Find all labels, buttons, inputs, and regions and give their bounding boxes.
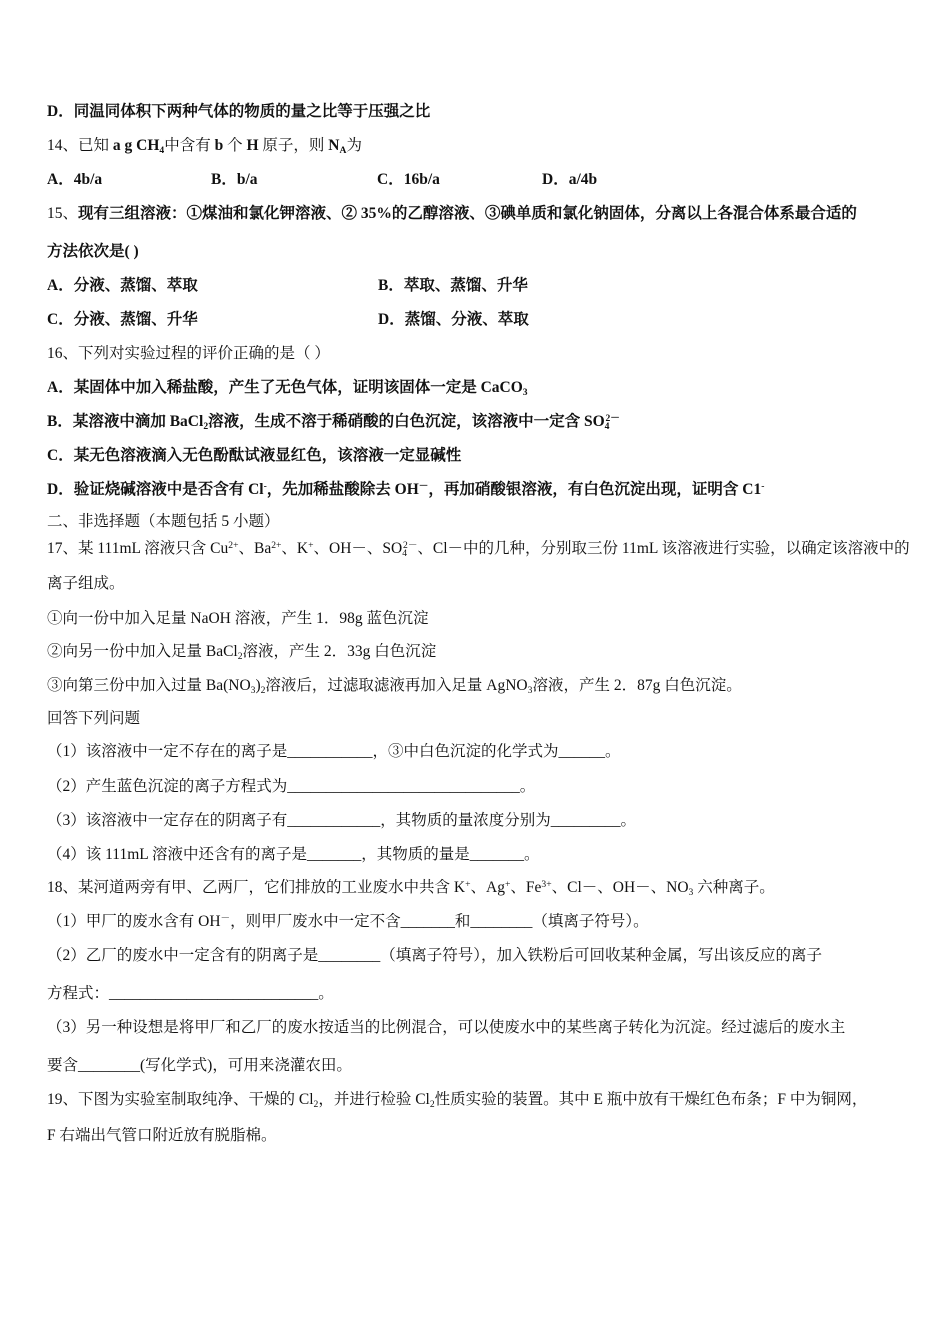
q14-stem bbox=[47, 136, 362, 156]
q14-option-b: B．b/a bbox=[211, 171, 258, 188]
subscript: 4 bbox=[159, 144, 165, 156]
subscript: 3 bbox=[527, 684, 533, 696]
text-segment: 溶液后，过滤取滤液再加入足量 AgNO bbox=[265, 677, 528, 694]
q18-sub3-line1: （3）另一种设想是将甲厂和乙厂的废水按适当的比例混合，可以使废水中的某些离子转化为沉淀。经过滤后的废水主 bbox=[47, 1019, 846, 1036]
text-segment: 、K bbox=[281, 540, 309, 557]
q14-option-a: A．4b/a bbox=[47, 171, 103, 188]
superscript: 2－ bbox=[605, 413, 620, 425]
q17-sub3: （3）该溶液中一定存在的阴离子有____________，其物质的量浓度分别为_________。 bbox=[47, 812, 637, 829]
subscript: 2 bbox=[260, 684, 266, 696]
text-segment: ，则甲厂废水中一定不含_______和________（填离子符号）。 bbox=[230, 913, 649, 930]
superscript: － bbox=[220, 913, 231, 925]
superscript: 3+ bbox=[541, 879, 552, 891]
subscript: 2 bbox=[313, 1098, 319, 1110]
q17-prompt: 回答下列问题 bbox=[47, 710, 141, 727]
text-segment: 原子，则 bbox=[258, 137, 329, 154]
q17-step1: ①向一份中加入足量 NaOH 溶液，产生 1．98g 蓝色沉淀 bbox=[47, 610, 429, 627]
q17-step3 bbox=[47, 676, 742, 696]
q15-option-c: C．分液、蒸馏、升华 bbox=[47, 311, 198, 328]
subscript: 2 bbox=[237, 650, 243, 662]
superscript: - bbox=[761, 481, 765, 493]
text-segment: 溶液，产生 2．87g 白色沉淀。 bbox=[532, 677, 742, 694]
superscript: － bbox=[418, 481, 429, 493]
subscript: 3 bbox=[522, 386, 528, 398]
text-segment: 17、某 111mL 溶液只含 Cu bbox=[47, 540, 229, 557]
text-segment: ③向第三份中加入过量 Ba(NO bbox=[47, 677, 251, 694]
q14-option-c: C．16b/a bbox=[377, 171, 440, 188]
text-segment: D．验证烧碱溶液中是否含有 Cl bbox=[47, 481, 264, 498]
subscript: 2 bbox=[203, 420, 209, 432]
subscript: 4 bbox=[402, 547, 408, 559]
q15-option-b: B．萃取、蒸馏、升华 bbox=[378, 277, 528, 294]
text-segment: b bbox=[214, 137, 224, 154]
q15-option-d: D．蒸馏、分液、萃取 bbox=[378, 311, 529, 328]
q16-option-d bbox=[47, 480, 764, 500]
q19-stem-line1 bbox=[47, 1090, 867, 1110]
subscript: A bbox=[339, 144, 347, 156]
q17-step2 bbox=[47, 642, 436, 662]
q15-stem-line1 bbox=[47, 204, 857, 224]
section-title: 二、非选择题（本题包括 5 小题） bbox=[47, 513, 280, 530]
subscript: 3 bbox=[250, 684, 256, 696]
text-segment: 、Cl－、OH－、NO bbox=[551, 879, 689, 896]
text-segment: ，再加硝酸银溶液，有白色沉淀出现，证明含 C1 bbox=[428, 481, 762, 498]
text-segment: 性质实验的装置。其中 E 瓶中放有干燥红色布条；F 中为铜网， bbox=[434, 1091, 868, 1108]
text-segment: 为 bbox=[346, 137, 362, 154]
q16-option-b bbox=[47, 412, 620, 432]
text-segment: 18、某河道两旁有甲、乙两厂，它们排放的工业废水中共含 K bbox=[47, 879, 466, 896]
text-segment: a g CH bbox=[112, 137, 160, 154]
superscript: + bbox=[504, 879, 511, 891]
q17-sub4: （4）该 111mL 溶液中还含有的离子是_______，其物质的量是_______。 bbox=[47, 846, 540, 863]
text-segment: 个 bbox=[223, 137, 247, 154]
text-segment: B．某溶液中滴加 BaCl bbox=[47, 413, 204, 430]
q15-stem-line2: 方法依次是( ) bbox=[47, 243, 139, 260]
text-segment: 、Cl－中的几种，分别取三份 11mL 该溶液进行实验，以确定该溶液中的 bbox=[417, 540, 910, 557]
q17-sub1: （1）该溶液中一定不存在的离子是___________，③中白色沉淀的化学式为______。 bbox=[47, 743, 621, 760]
q19-stem-line2: F 右端出气管口附近放有脱脂棉。 bbox=[47, 1127, 277, 1144]
subscript: 3 bbox=[688, 886, 694, 898]
text-segment: ) bbox=[255, 677, 261, 694]
q18-sub2-line2: 方程式：___________________________。 bbox=[47, 985, 334, 1002]
q14-option-d: D．a/4b bbox=[542, 171, 598, 188]
q17-sub2: （2）产生蓝色沉淀的离子方程式为______________________________。 bbox=[47, 778, 536, 795]
text-segment: ②向另一份中加入足量 BaCl bbox=[47, 643, 238, 660]
text-segment: ，先加稀盐酸除去 OH bbox=[266, 481, 419, 498]
q18-stem bbox=[47, 878, 775, 898]
q16-option-c: C．某无色溶液滴入无色酚酞试液显红色，该溶液一定显碱性 bbox=[47, 447, 462, 464]
text-segment: 、OH－、SO bbox=[313, 540, 403, 557]
q18-sub1 bbox=[47, 912, 649, 932]
q17-stem-line1 bbox=[47, 539, 910, 559]
text-segment: 、Fe bbox=[510, 879, 542, 896]
text-segment: 、Ba bbox=[238, 540, 272, 557]
text-segment: 中含有 bbox=[164, 137, 215, 154]
q18-sub2-line1: （2）乙厂的废水中一定含有的阴离子是________（填离子符号），加入铁粉后可回收某种金属，写出该反应的离子 bbox=[47, 947, 823, 964]
superscript: 2－ bbox=[403, 540, 418, 552]
superscript: + bbox=[465, 879, 471, 891]
subscript: 4 bbox=[604, 420, 610, 432]
superscript: 2+ bbox=[228, 540, 239, 552]
text-segment: （1）甲厂的废水含有 OH bbox=[47, 913, 221, 930]
q16-option-a bbox=[47, 378, 528, 398]
text-segment: N bbox=[328, 137, 340, 154]
text-segment: 、Ag bbox=[470, 879, 505, 896]
text-segment: H bbox=[246, 137, 259, 154]
text-segment: 溶液，产生 2．33g 白色沉淀 bbox=[242, 643, 437, 660]
question-number: 14、已知 bbox=[47, 137, 113, 154]
q16-stem: 16、下列对实验过程的评价正确的是（ ） bbox=[47, 345, 330, 362]
superscript: + bbox=[308, 540, 314, 552]
text-segment: A．某固体中加入稀盐酸，产生了无色气体，证明该固体一定是 CaCO bbox=[47, 379, 523, 396]
subscript: 2 bbox=[429, 1098, 435, 1110]
text-segment: 现有三组溶液：①煤油和氯化钾溶液、② 35%的乙醇溶液、③碘单质和氯化钠固体，分离以上各混合体系最合适的 bbox=[78, 205, 857, 222]
text-segment: 溶液，生成不溶于稀硝酸的白色沉淀，该溶液中一定含 SO bbox=[208, 413, 605, 430]
q17-stem-line2: 离子组成。 bbox=[47, 575, 125, 592]
text-segment: 19、下图为实验室制取纯净、干燥的 Cl bbox=[47, 1091, 314, 1108]
text-segment: ，并进行检验 Cl bbox=[318, 1091, 430, 1108]
question-number: 15、 bbox=[47, 205, 79, 222]
text-segment: 六种离子。 bbox=[693, 879, 775, 896]
q18-sub3-line2: 要含________(写化学式)，可用来浇灌农田。 bbox=[47, 1057, 352, 1074]
superscript: - bbox=[263, 481, 267, 493]
superscript: 2+ bbox=[271, 540, 282, 552]
q13-option-d: D．同温同体积下两种气体的物质的量之比等于压强之比 bbox=[47, 103, 431, 120]
q15-option-a: A．分液、蒸馏、萃取 bbox=[47, 277, 198, 294]
